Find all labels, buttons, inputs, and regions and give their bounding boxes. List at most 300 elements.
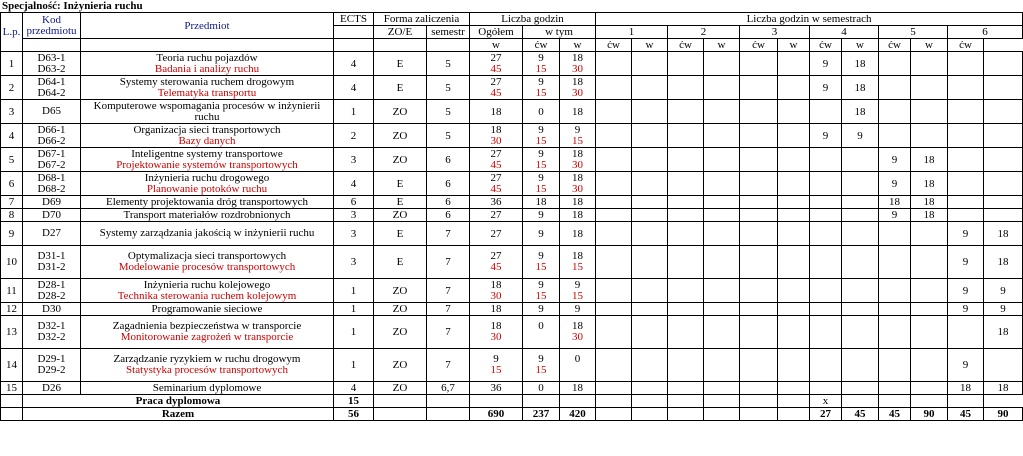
row-sem-value: [704, 209, 740, 222]
row-forma: ZO: [374, 209, 427, 222]
row-w: [523, 172, 560, 196]
row-w-line: 9: [538, 353, 544, 365]
praca-cell: [560, 395, 596, 408]
row-sem-value: [704, 303, 740, 316]
row-sem-value: [668, 349, 704, 382]
row-forma: ZO: [374, 382, 427, 395]
row-lp: 2: [1, 76, 23, 100]
row-sem-value: [596, 76, 632, 100]
row-sem-value: [810, 382, 842, 395]
row-sem-value: 9: [948, 246, 984, 279]
row-w-line: 9: [538, 250, 544, 262]
row-ogolem-line: 9: [493, 353, 499, 365]
row-w: 9: [523, 222, 560, 246]
row-sem-value: [948, 124, 984, 148]
razem-sem: 27: [810, 408, 842, 421]
row-sem-value: [911, 124, 948, 148]
row-sem-value: [778, 124, 810, 148]
row-sem-value: [632, 209, 668, 222]
row-sem-value: [948, 52, 984, 76]
row-sem-value: [632, 349, 668, 382]
row-ogolem-line: 30: [490, 331, 502, 343]
praca-cell: [523, 395, 560, 408]
row-sem-value: [879, 382, 911, 395]
row-sem-value: [810, 172, 842, 196]
razem-sem: [668, 408, 704, 421]
row-subject-line: Monitorowanie zagrożeń w transporcie: [120, 331, 294, 343]
row-ects: 2: [334, 124, 374, 148]
row-forma: E: [374, 196, 427, 209]
row-code: [23, 100, 81, 124]
row-sem-value: [879, 52, 911, 76]
row-sem-value: [879, 279, 911, 303]
row-code-line: D30: [42, 302, 61, 315]
row-sem-value: [668, 76, 704, 100]
row-sem-value: 9: [810, 52, 842, 76]
row-ogolem: [470, 349, 523, 382]
row-ects: 1: [334, 100, 374, 124]
row-w-line: 15: [535, 158, 547, 171]
header-sem-w: w: [632, 39, 668, 52]
row-subject-line: Inżynieria ruchu drogowego: [144, 171, 270, 184]
row-sem-value: [668, 222, 704, 246]
row-sem-value: [668, 148, 704, 172]
row-sem-value: [740, 246, 778, 279]
row-ogolem: [470, 246, 523, 279]
row-ects: 3: [334, 246, 374, 279]
row-ogolem: 18: [470, 100, 523, 124]
row-sem-value: [810, 100, 842, 124]
header-przedmiot-blank: [23, 39, 81, 52]
row-cw: 18: [560, 222, 596, 246]
row-w-line: 9: [538, 123, 544, 136]
row-cw: [560, 349, 596, 382]
row-sem-value: [911, 349, 948, 382]
row-lp: 6: [1, 172, 23, 196]
row-code: [23, 316, 81, 349]
row-sem-value: [596, 52, 632, 76]
row-ogolem: 27: [470, 222, 523, 246]
row-semestr: 7: [427, 303, 470, 316]
row-sem-value: [632, 52, 668, 76]
row-code-line: D64-1: [37, 75, 66, 88]
row-sem-value: [948, 209, 984, 222]
header-sem-cw: ćw: [948, 39, 984, 52]
row-semestr: 7: [427, 279, 470, 303]
row-subject: [81, 279, 334, 303]
row-lp: 4: [1, 124, 23, 148]
row-ects: 4: [334, 76, 374, 100]
row-ogolem-line: 27: [490, 250, 502, 262]
row-sem-value: 9: [879, 148, 911, 172]
header-w: w: [470, 39, 523, 52]
row-sem-value: 9: [948, 222, 984, 246]
row-code: [23, 196, 81, 209]
header-ogolem: Ogółem: [470, 26, 523, 39]
row-sem-value: [704, 172, 740, 196]
table-row: [1, 196, 1023, 209]
row-code-line: D67-1: [37, 147, 66, 160]
row-subject-line: Systemy zarządzania jakością w inżynierii ruchu: [99, 227, 315, 239]
header-sem-blank: [374, 39, 427, 52]
row-ogolem-line: 30: [490, 134, 502, 147]
row-subject-line: Badania i analizy ruchu: [154, 62, 260, 75]
header-og-blank: [427, 39, 470, 52]
header-zo-e: ZO/E: [374, 26, 427, 39]
razem-label: Razem: [23, 408, 334, 421]
row-cw-line: 15: [572, 289, 583, 302]
row-subject: [81, 209, 334, 222]
row-code-line: D27: [42, 227, 61, 239]
header-forma: Forma zaliczenia: [374, 13, 470, 26]
row-sem-value: [778, 349, 810, 382]
row-subject-line: Zarządzanie ryzykiem w ruchu drogowym: [113, 353, 301, 365]
row-sem-value: [842, 246, 879, 279]
praca-label: Praca dyplomowa: [23, 395, 334, 408]
row-ects: 3: [334, 209, 374, 222]
table-row: [1, 246, 1023, 279]
row-lp: 3: [1, 100, 23, 124]
row-ogolem-line: 18: [490, 278, 502, 291]
header-sem-3: 3: [740, 26, 810, 39]
row-ogolem: [470, 172, 523, 196]
row-w: [523, 316, 560, 349]
row-ogolem-line: 27: [490, 51, 502, 64]
row-sem-value: [704, 100, 740, 124]
row-w-line: 15: [535, 289, 547, 302]
row-forma: ZO: [374, 100, 427, 124]
row-sem-value: [704, 316, 740, 349]
praca-cell: x: [810, 395, 842, 408]
praca-cell: [778, 395, 810, 408]
header-ects-blank: [81, 39, 334, 52]
row-sem-value: [704, 52, 740, 76]
row-sem-value: [668, 316, 704, 349]
row-sem-value: [632, 124, 668, 148]
praca-cell: [704, 395, 740, 408]
row-code: [23, 124, 81, 148]
row-ects: 1: [334, 279, 374, 303]
razem-sem: [740, 408, 778, 421]
row-cw: [560, 52, 596, 76]
row-subject: [81, 303, 334, 316]
row-semestr: 5: [427, 124, 470, 148]
row-cw-line: 18: [572, 75, 583, 88]
row-sem-value: [668, 382, 704, 395]
row-sem-value: 18: [911, 209, 948, 222]
row-semestr: 6,7: [427, 382, 470, 395]
row-subject-line: Statystyka procesów transportowych: [126, 364, 288, 376]
row-sem-value: [778, 279, 810, 303]
row-subject: [81, 196, 334, 209]
row-sem-value: [842, 279, 879, 303]
header-liczba-sem: Liczba godzin w semestrach: [596, 13, 1023, 26]
row-ects: 3: [334, 148, 374, 172]
row-w-line: [524, 332, 558, 343]
row-sem-value: [668, 100, 704, 124]
row-cw: 18: [560, 196, 596, 209]
row-subject-line: Planowanie potoków ruchu: [146, 182, 268, 195]
row-code-line: D66-2: [37, 134, 66, 147]
row-sem-value: 9: [842, 124, 879, 148]
row-forma: E: [374, 246, 427, 279]
row-forma: ZO: [374, 349, 427, 382]
row-sem-value: [704, 246, 740, 279]
praca-row: [1, 395, 1023, 408]
row-cw-line: 30: [572, 86, 583, 99]
row-forma: ZO: [374, 316, 427, 349]
praca-cell: [740, 395, 778, 408]
row-forma: E: [374, 52, 427, 76]
row-sem-value: [948, 196, 984, 209]
row-code: [23, 172, 81, 196]
row-sem-value: [911, 100, 948, 124]
row-ogolem: [470, 279, 523, 303]
row-sem-value: [911, 246, 948, 279]
row-sem-value: [879, 222, 911, 246]
row-sem-value: 18: [984, 246, 1023, 279]
row-sem-value: [911, 279, 948, 303]
header-w-tym: w tym: [523, 26, 596, 39]
praca-cell: [879, 395, 911, 408]
row-w-line: 9: [538, 278, 544, 291]
row-w: [523, 124, 560, 148]
razem-sem: 45: [879, 408, 911, 421]
row-forma: E: [374, 172, 427, 196]
row-subject-line: Bazy danych: [178, 134, 236, 147]
row-subject-line: Transport materiałów rozdrobnionych: [123, 208, 291, 221]
row-w: [523, 246, 560, 279]
row-sem-value: [842, 349, 879, 382]
table-row: [1, 52, 1023, 76]
row-sem-value: [596, 316, 632, 349]
row-ogolem-line: 45: [490, 62, 502, 75]
row-code-line: D63-2: [37, 62, 66, 75]
row-ects: 4: [334, 382, 374, 395]
row-sem-value: [984, 349, 1023, 382]
row-sem-value: [704, 148, 740, 172]
row-semestr: 6: [427, 148, 470, 172]
row-sem-value: 9: [948, 303, 984, 316]
row-subject-line: Programowanie sieciowe: [151, 302, 263, 315]
row-sem-value: [632, 382, 668, 395]
header-sem-1: 1: [596, 26, 668, 39]
row-sem-value: [879, 303, 911, 316]
row-sem-value: [668, 52, 704, 76]
row-cw: [560, 76, 596, 100]
row-w-line: 9: [538, 147, 544, 160]
row-sem-value: [778, 382, 810, 395]
praca-cell: [911, 395, 948, 408]
curriculum-table: [0, 12, 1023, 421]
row-code-line: D67-2: [37, 158, 66, 171]
row-sem-value: [596, 124, 632, 148]
header-sem-cw: ćw: [740, 39, 778, 52]
row-ects: 1: [334, 349, 374, 382]
row-sem-value: [879, 246, 911, 279]
row-sem-value: [632, 100, 668, 124]
row-code-line: D32-2: [37, 331, 66, 343]
row-cw-line: 18: [572, 147, 583, 160]
row-code-line: D66-1: [37, 123, 66, 136]
row-sem-value: [740, 222, 778, 246]
row-cw: [560, 279, 596, 303]
specialization-title: Specjalność: Inżynieria ruchu: [2, 0, 143, 12]
row-sem-value: [740, 209, 778, 222]
row-sem-value: [842, 196, 879, 209]
row-code-line: D31-1: [37, 250, 66, 262]
row-lp: 8: [1, 209, 23, 222]
razem-cw: 420: [560, 408, 596, 421]
row-code: [23, 76, 81, 100]
razem-blank: [1, 408, 23, 421]
row-code: [23, 209, 81, 222]
row-sem-value: [704, 382, 740, 395]
row-w: 9: [523, 209, 560, 222]
row-cw: [560, 316, 596, 349]
row-sem-value: 18: [911, 172, 948, 196]
row-lp: 5: [1, 148, 23, 172]
header-sem-w: w: [842, 39, 879, 52]
row-sem-value: 9: [879, 172, 911, 196]
row-sem-value: [778, 222, 810, 246]
row-sem-value: [948, 172, 984, 196]
row-semestr: 5: [427, 100, 470, 124]
table-row: [1, 222, 1023, 246]
row-sem-value: [632, 303, 668, 316]
razem-sem: 90: [911, 408, 948, 421]
row-sem-value: [740, 76, 778, 100]
row-sem-value: [778, 52, 810, 76]
row-subject-line: Optymalizacja sieci transportowych: [127, 250, 287, 262]
row-subject-line: Telematyka transportu: [157, 86, 257, 99]
row-sem-value: [740, 124, 778, 148]
header-sem-2: 2: [668, 26, 740, 39]
row-sem-value: [632, 279, 668, 303]
row-sem-value: [778, 148, 810, 172]
row-ogolem-line: 45: [490, 182, 502, 195]
row-forma: E: [374, 76, 427, 100]
row-w-line: 9: [538, 51, 544, 64]
row-sem-value: [632, 222, 668, 246]
row-sem-value: 9: [948, 349, 984, 382]
row-sem-value: [778, 100, 810, 124]
row-ects: 1: [334, 303, 374, 316]
row-sem-value: [632, 76, 668, 100]
row-subject-line: Projektowanie systemów transportowych: [116, 158, 298, 171]
row-code-line: D29-2: [37, 364, 66, 376]
row-cw-line: 0: [574, 353, 581, 365]
row-sem-value: [668, 209, 704, 222]
row-sem-value: [810, 196, 842, 209]
row-ogolem: 18: [470, 303, 523, 316]
row-sem-value: [810, 303, 842, 316]
table-row: [1, 349, 1023, 382]
header-cw: ćw: [523, 39, 560, 52]
row-sem-value: [948, 76, 984, 100]
row-cw-line: 15: [572, 261, 583, 273]
row-w: 18: [523, 196, 560, 209]
row-sem-value: [879, 316, 911, 349]
row-code: [23, 303, 81, 316]
row-sem-value: [704, 349, 740, 382]
row-subject-line: Organizacja sieci transportowych: [133, 123, 281, 136]
row-ogolem-line: 18: [490, 123, 502, 136]
row-w-line: 15: [535, 261, 547, 273]
header-sem-w: w: [704, 39, 740, 52]
row-sem-value: [740, 172, 778, 196]
row-cw-line: [561, 365, 594, 376]
row-cw: 9: [560, 303, 596, 316]
row-code-line: D65: [42, 105, 61, 117]
row-lp: 11: [1, 279, 23, 303]
row-sem-value: [632, 316, 668, 349]
row-lp: 1: [1, 52, 23, 76]
row-semestr: 6: [427, 172, 470, 196]
header-sem-4: 4: [810, 26, 879, 39]
row-ects: 6: [334, 196, 374, 209]
row-sem-value: [810, 316, 842, 349]
row-cw: [560, 124, 596, 148]
row-forma: ZO: [374, 124, 427, 148]
table-row: [1, 303, 1023, 316]
row-semestr: 7: [427, 349, 470, 382]
row-semestr: 6: [427, 209, 470, 222]
row-subject-line: Zagadnienia bezpieczeństwa w transporcie: [112, 320, 302, 332]
row-sem-value: [984, 148, 1023, 172]
row-sem-value: [810, 279, 842, 303]
row-subject-line: Inteligentne systemy transportowe: [131, 147, 283, 160]
row-sem-value: [778, 209, 810, 222]
row-sem-value: [596, 382, 632, 395]
row-sem-value: 18: [911, 148, 948, 172]
row-sem-value: [842, 303, 879, 316]
row-sem-value: [778, 246, 810, 279]
row-sem-value: [632, 148, 668, 172]
row-sem-value: [668, 196, 704, 209]
row-cw: [560, 246, 596, 279]
row-code: [23, 279, 81, 303]
row-sem-value: [596, 222, 632, 246]
row-sem-value: 9: [810, 124, 842, 148]
row-sem-value: [740, 316, 778, 349]
row-sem-value: [879, 76, 911, 100]
row-sem-value: [740, 303, 778, 316]
praca-cell: [668, 395, 704, 408]
razem-sem: 45: [948, 408, 984, 421]
row-w: [523, 76, 560, 100]
row-sem-value: 18: [984, 316, 1023, 349]
row-sem-value: [984, 196, 1023, 209]
row-sem-value: [778, 172, 810, 196]
table-row: [1, 316, 1023, 349]
row-cw-line: 18: [572, 51, 583, 64]
row-code-line: D68-2: [37, 182, 66, 195]
row-sem-value: [911, 316, 948, 349]
row-sem-value: [948, 316, 984, 349]
row-ogolem-line: 45: [490, 86, 502, 99]
header-lp: L.p.: [1, 13, 23, 52]
header-kod: Kod przedmiotu: [23, 13, 81, 39]
row-sem-value: 18: [842, 76, 879, 100]
praca-blank: [1, 395, 23, 408]
row-w-line: 15: [535, 364, 547, 376]
row-ogolem-line: 45: [490, 158, 502, 171]
row-lp: 13: [1, 316, 23, 349]
row-cw-line: 15: [572, 134, 583, 147]
row-sem-value: [596, 196, 632, 209]
row-sem-value: [984, 52, 1023, 76]
